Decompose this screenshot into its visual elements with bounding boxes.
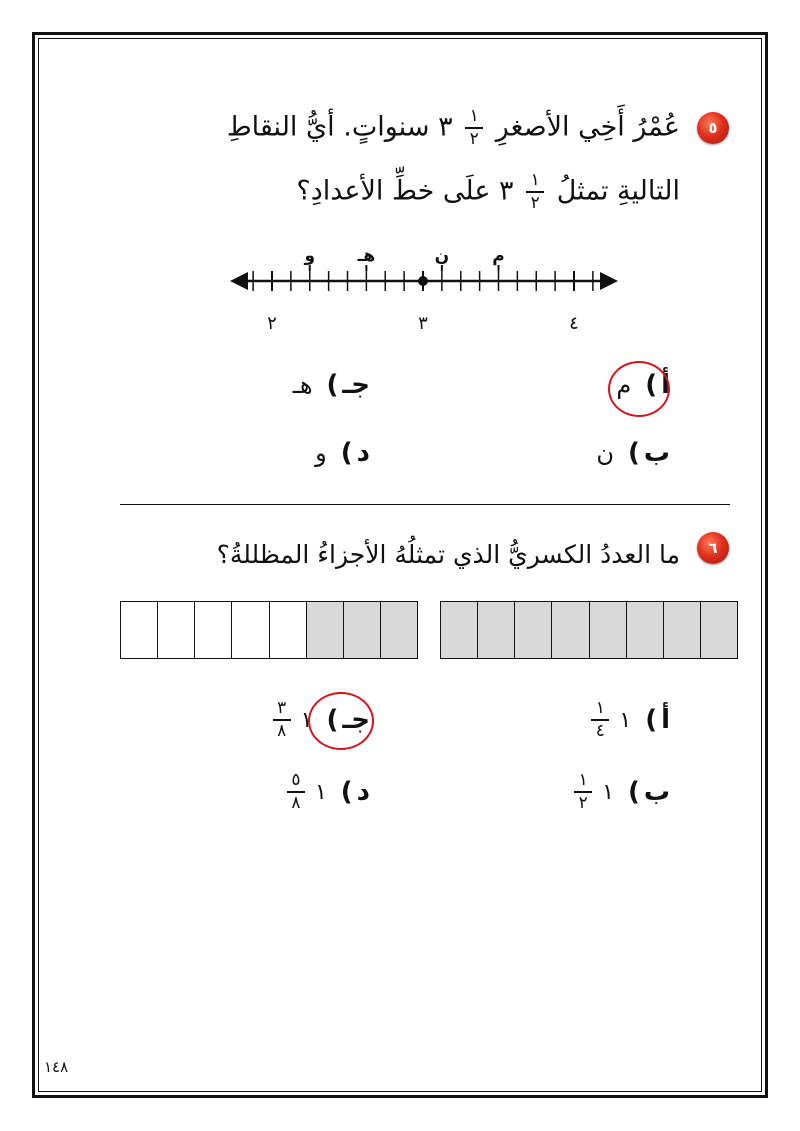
option-value: ن [596, 439, 614, 467]
fraction-bar [440, 601, 738, 659]
q5-line2-after: علَى خطِّ الأعدادِ؟ [296, 175, 491, 207]
mixed-number [587, 700, 631, 740]
q6-option-b[interactable]: ب ) ١ $\frac{١}{٢}$ [570, 772, 670, 812]
q5-option-d[interactable]: د ) و [315, 438, 370, 468]
fraction-numerator: ٥ [291, 770, 301, 790]
selected-answer-circle [608, 361, 670, 417]
fraction-numerator: ١ [578, 770, 588, 790]
number-line [220, 236, 630, 346]
selected-answer-circle [308, 692, 374, 750]
q5-line2-before: التاليةِ تمثلُ [556, 175, 680, 207]
whole-part: ١ [602, 779, 614, 805]
fraction-numerator: ١ [595, 698, 605, 718]
fraction-denominator: ٢ [530, 193, 540, 213]
fraction-bar-part [306, 602, 343, 658]
question-6-badge [697, 532, 729, 564]
fraction-bar-part [551, 602, 588, 658]
left-arrow-icon [230, 272, 248, 290]
fraction-bar-part [626, 602, 663, 658]
page-number: ١٤٨ [44, 1058, 69, 1076]
q5-option-a[interactable]: أ ) م [616, 370, 670, 400]
q5-line1-before: عُمْرُ أَخِي الأصغرِ [495, 111, 680, 143]
option-letter: جـ [342, 370, 370, 400]
section-divider [120, 504, 730, 505]
fraction-bar-part [194, 602, 231, 658]
option-letter: ب [643, 438, 670, 468]
point-label: و [304, 246, 316, 266]
fraction-denominator: ٤ [595, 721, 605, 741]
q5-line2-fraction [526, 172, 544, 212]
fraction-denominator: ٢ [469, 129, 479, 149]
question-6-number: ٦ [708, 539, 718, 557]
question-5-number: ٥ [708, 119, 718, 137]
fraction-bar-part [514, 602, 551, 658]
q5-line1-whole: ٣ [438, 111, 453, 143]
fraction-numerator: ١ [530, 170, 540, 190]
fraction-denominator: ٨ [291, 793, 301, 813]
question-5-badge [697, 112, 729, 144]
fraction-bar-part [477, 602, 514, 658]
mixed-number [570, 772, 614, 812]
option-letter: أ [661, 370, 670, 400]
point-three-dot [418, 276, 428, 286]
option-letter: د [356, 777, 370, 807]
mixed-number [283, 772, 327, 812]
q5-option-c[interactable]: جـ ) هـ [292, 370, 370, 400]
fraction-bar-part [380, 602, 417, 658]
fraction-bar-part [343, 602, 380, 658]
fraction-numerator: ٣ [277, 698, 287, 718]
q6-option-c[interactable]: جـ ) ١ $\frac{٣}{٨}$ [269, 700, 370, 740]
q5-line2-whole: ٣ [499, 175, 514, 207]
tick-label: ٤ [569, 313, 579, 334]
fraction-bar-part [589, 602, 626, 658]
option-letter: د [356, 438, 370, 468]
tick-label: ٢ [267, 313, 277, 334]
q5-option-b[interactable]: ب ) ن [596, 438, 670, 468]
fraction-denominator: ٢ [578, 793, 588, 813]
fraction-bar-part [441, 602, 477, 658]
option-letter: جـ [342, 705, 370, 735]
option-value: و [315, 439, 327, 467]
q5-line1-after: سنواتٍ. أيُّ النقاطِ [226, 111, 430, 143]
q6-option-d[interactable]: د ) ١ $\frac{٥}{٨}$ [283, 772, 370, 812]
whole-part: ١ [619, 707, 632, 733]
fraction-bars [120, 601, 738, 659]
q5-line1-fraction [465, 108, 483, 148]
option-letter: ب [643, 777, 670, 807]
option-value: م [616, 371, 632, 399]
q6-option-a[interactable]: أ ) ١ $\frac{١}{٤}$ [587, 700, 670, 740]
fraction-bar-part [157, 602, 194, 658]
option-letter: أ [661, 705, 670, 735]
point-label: هـ [357, 246, 376, 266]
fraction-bar-part [231, 602, 268, 658]
question-5-line-1 [227, 108, 680, 148]
fraction-bar [120, 601, 418, 659]
fraction-bar-part [663, 602, 700, 658]
mixed-number [269, 700, 313, 740]
fraction-numerator: ١ [469, 106, 479, 126]
right-arrow-icon [600, 272, 618, 290]
question-5-line-2 [296, 172, 680, 212]
point-label: ن [434, 246, 450, 266]
question-6-text: ما العددُ الكسريُّ الذي تمثلُهُ الأجزاءُ المظللةُ؟ [216, 540, 680, 569]
fraction-bar-part [700, 602, 737, 658]
tick-label: ٣ [418, 313, 428, 334]
fraction-denominator: ٨ [277, 721, 287, 741]
point-label: م [492, 246, 505, 266]
whole-part: ١ [314, 779, 327, 805]
fraction-bar-part [121, 602, 157, 658]
whole-part: ١ [300, 707, 313, 733]
fraction-bar-part [269, 602, 306, 658]
option-value: هـ [292, 371, 313, 399]
